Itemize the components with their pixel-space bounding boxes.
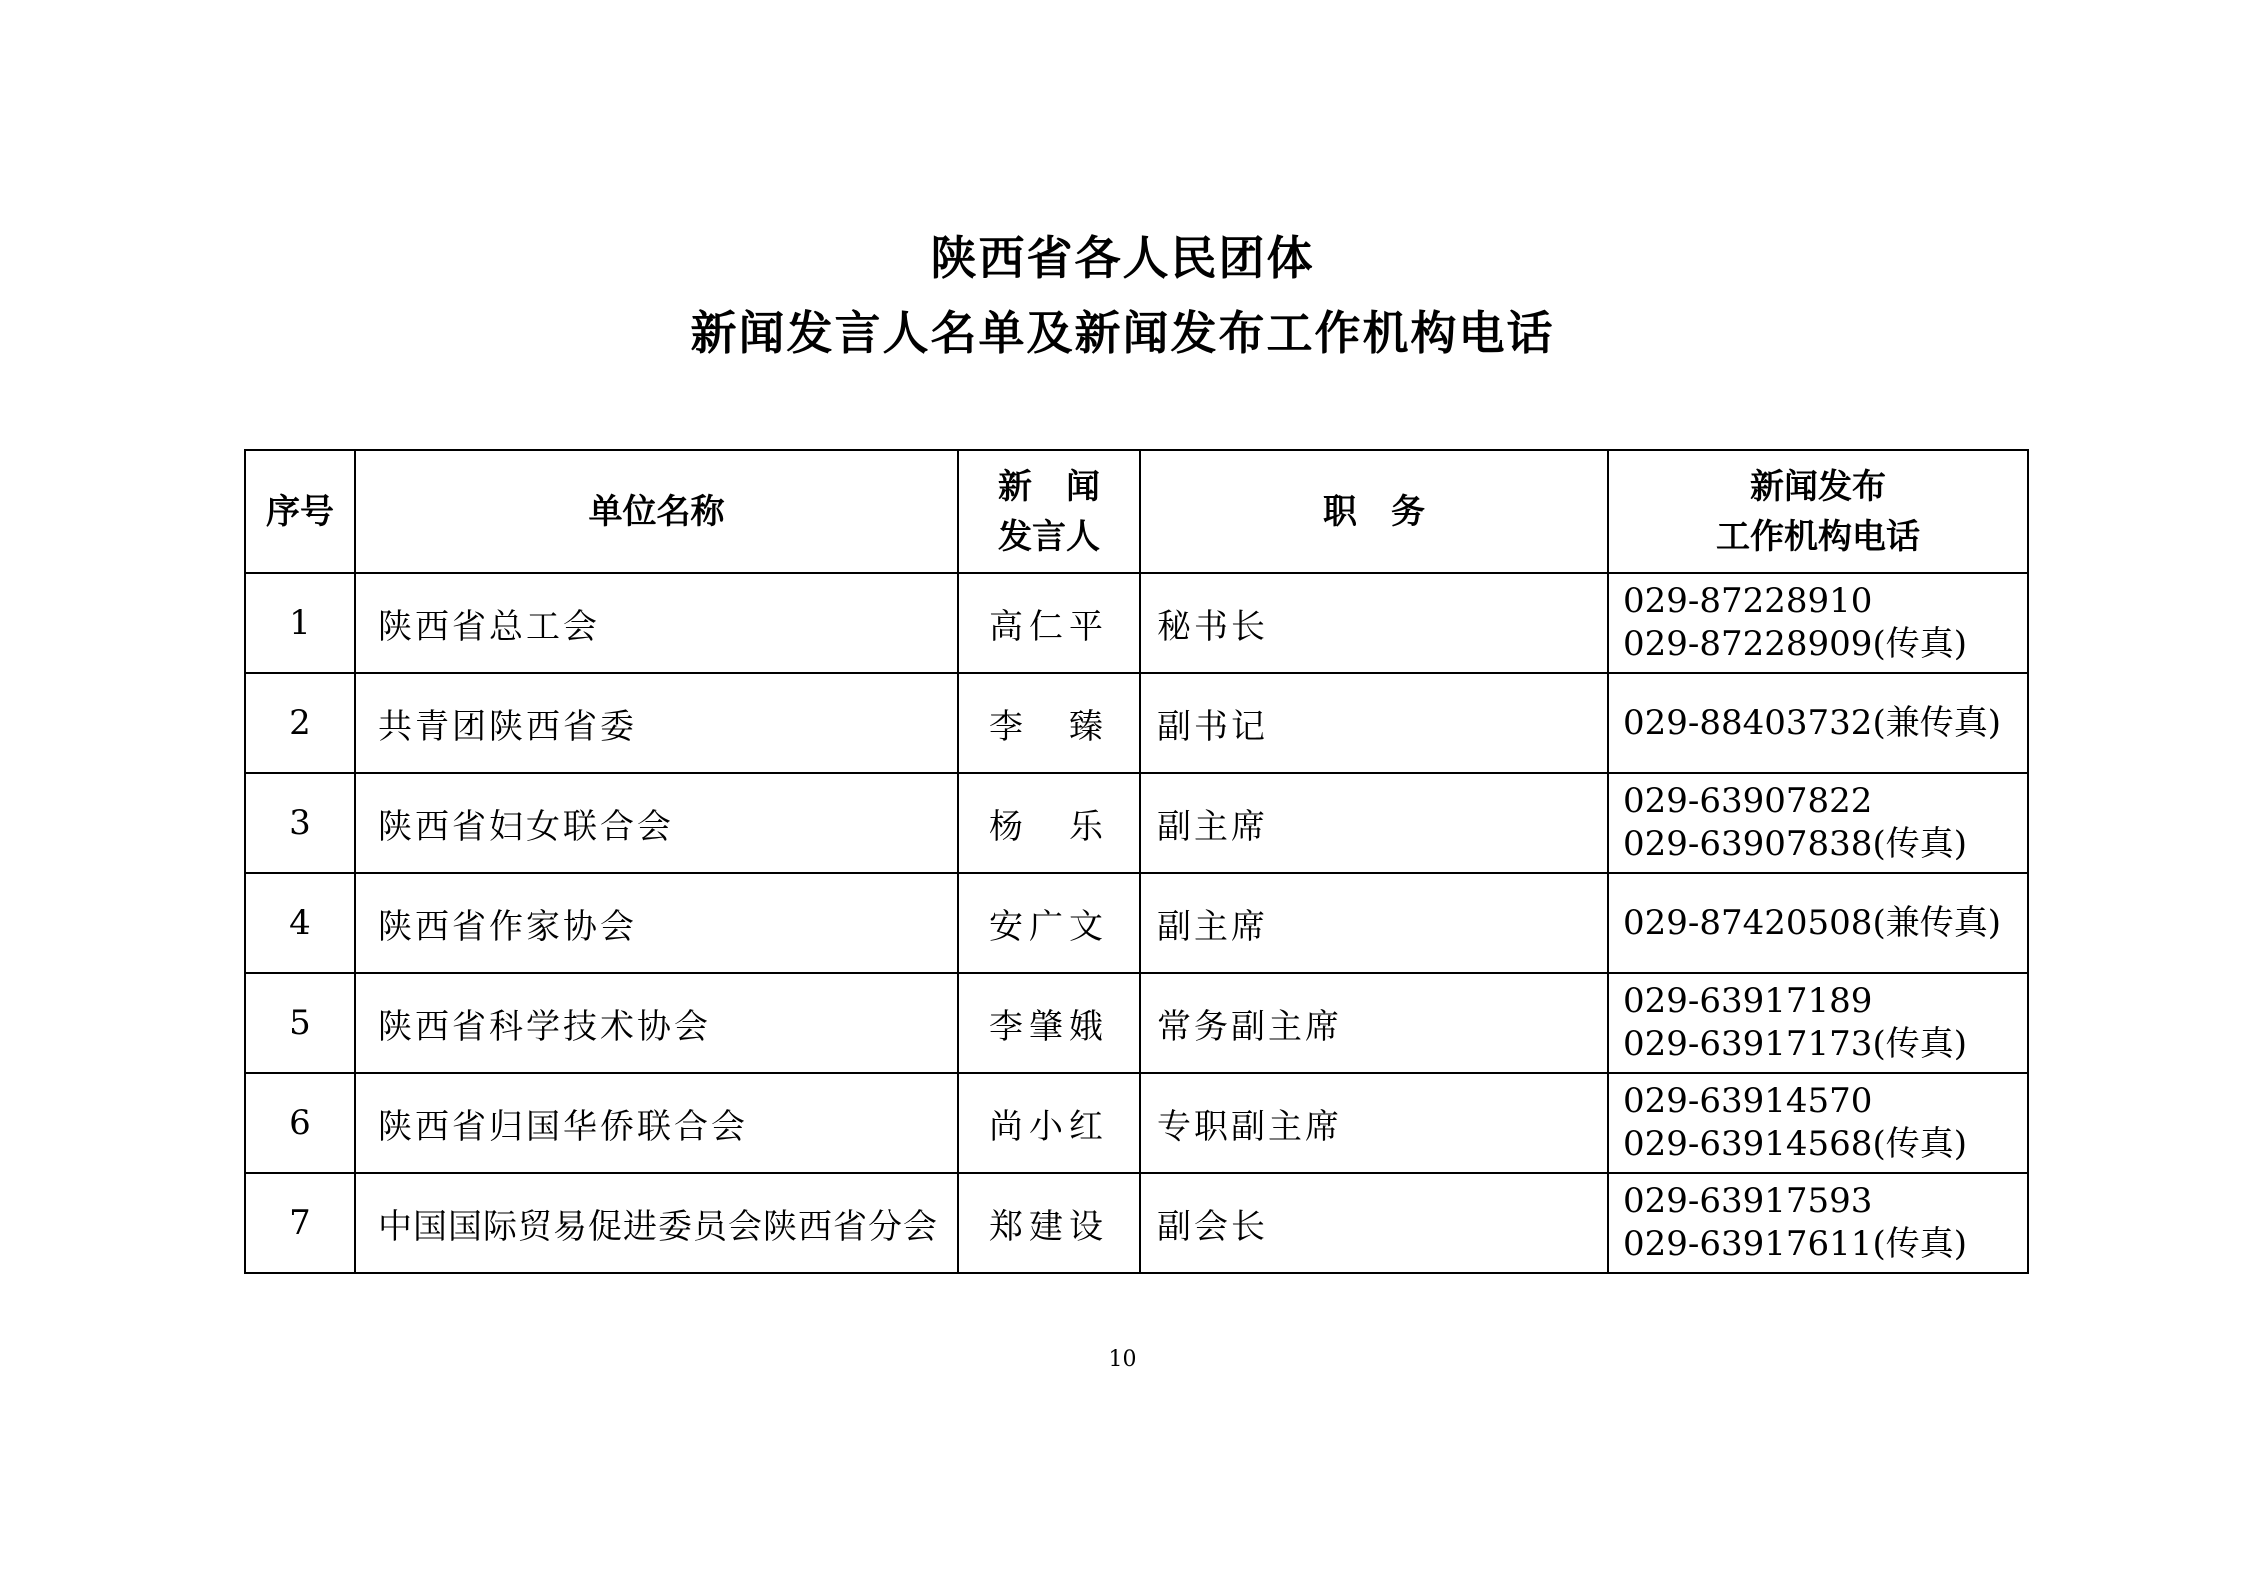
row-phone-line-1: 029-63917593 bbox=[1623, 1181, 1873, 1221]
row-unit: 共青团陕西省委 bbox=[355, 673, 958, 773]
row-spokesperson: 杨 乐 bbox=[958, 773, 1140, 873]
row-phone bbox=[1608, 673, 2028, 773]
row-index: 1 bbox=[245, 573, 355, 673]
row-unit: 陕西省妇女联合会 bbox=[355, 773, 958, 873]
header-phone-line-2: 工作机构电话 bbox=[1716, 516, 1920, 557]
header-index: 序号 bbox=[245, 450, 355, 573]
row-unit: 陕西省归国华侨联合会 bbox=[355, 1073, 958, 1173]
table-row bbox=[245, 1073, 2028, 1173]
row-index: 4 bbox=[245, 873, 355, 973]
row-unit: 陕西省作家协会 bbox=[355, 873, 958, 973]
header-spokesperson-line-1: 新 闻 bbox=[998, 466, 1100, 507]
header-spokesperson bbox=[958, 450, 1140, 573]
header-phone bbox=[1608, 450, 2028, 573]
table-header-row bbox=[245, 450, 2028, 573]
row-position: 秘书长 bbox=[1140, 573, 1608, 673]
row-phone-line-1: 029-63914570 bbox=[1623, 1081, 1873, 1121]
row-position: 副主席 bbox=[1140, 873, 1608, 973]
page-title-line-2: 新闻发言人名单及新闻发布工作机构电话 bbox=[690, 306, 1555, 360]
row-position: 专职副主席 bbox=[1140, 1073, 1608, 1173]
row-phone-line-2: 029-63917173(传真) bbox=[1623, 1024, 1967, 1064]
row-phone-line-1: 029-63917189 bbox=[1623, 981, 1873, 1021]
row-index: 7 bbox=[245, 1173, 355, 1273]
page-number: 10 bbox=[1108, 1347, 1137, 1372]
row-index: 2 bbox=[245, 673, 355, 773]
header-position: 职 务 bbox=[1140, 450, 1608, 573]
row-phone-line-2: 029-63907838(传真) bbox=[1623, 824, 1967, 864]
row-index: 3 bbox=[245, 773, 355, 873]
row-phone-line-1: 029-63907822 bbox=[1623, 781, 1873, 821]
table-row bbox=[245, 673, 2028, 773]
row-spokesperson: 高仁平 bbox=[958, 573, 1140, 673]
spokesperson-table bbox=[244, 449, 2029, 1274]
row-spokesperson: 尚小红 bbox=[958, 1073, 1140, 1173]
table-row bbox=[245, 973, 2028, 1073]
table-row bbox=[245, 773, 2028, 873]
header-unit: 单位名称 bbox=[355, 450, 958, 573]
row-phone bbox=[1608, 773, 2028, 873]
header-spokesperson-line-2: 发言人 bbox=[998, 516, 1100, 557]
row-phone-line-1: 029-87420508(兼传真) bbox=[1623, 902, 2001, 943]
row-spokesperson: 安广文 bbox=[958, 873, 1140, 973]
row-unit: 陕西省总工会 bbox=[355, 573, 958, 673]
table-row bbox=[245, 873, 2028, 973]
header-phone-line-1: 新闻发布 bbox=[1750, 466, 1886, 507]
row-phone bbox=[1608, 573, 2028, 673]
row-position: 副主席 bbox=[1140, 773, 1608, 873]
row-phone bbox=[1608, 973, 2028, 1073]
row-phone bbox=[1608, 1073, 2028, 1173]
row-spokesperson: 李肇娥 bbox=[958, 973, 1140, 1073]
row-phone-line-2: 029-63917611(传真) bbox=[1623, 1224, 1967, 1264]
row-index: 6 bbox=[245, 1073, 355, 1173]
row-phone-line-1: 029-87228910 bbox=[1623, 581, 1873, 621]
row-position: 常务副主席 bbox=[1140, 973, 1608, 1073]
row-phone-line-1: 029-88403732(兼传真) bbox=[1623, 702, 2001, 743]
row-phone bbox=[1608, 873, 2028, 973]
row-spokesperson: 李 臻 bbox=[958, 673, 1140, 773]
row-position: 副书记 bbox=[1140, 673, 1608, 773]
row-phone-line-2: 029-87228909(传真) bbox=[1623, 624, 1967, 664]
table-row bbox=[245, 573, 2028, 673]
table-row bbox=[245, 1173, 2028, 1273]
row-index: 5 bbox=[245, 973, 355, 1073]
page-title-line-1: 陕西省各人民团体 bbox=[930, 231, 1315, 285]
row-position: 副会长 bbox=[1140, 1173, 1608, 1273]
row-phone bbox=[1608, 1173, 2028, 1273]
row-unit: 陕西省科学技术协会 bbox=[355, 973, 958, 1073]
row-phone-line-2: 029-63914568(传真) bbox=[1623, 1124, 1967, 1164]
row-spokesperson: 郑建设 bbox=[958, 1173, 1140, 1273]
row-unit: 中国国际贸易促进委员会陕西省分会 bbox=[355, 1173, 958, 1273]
